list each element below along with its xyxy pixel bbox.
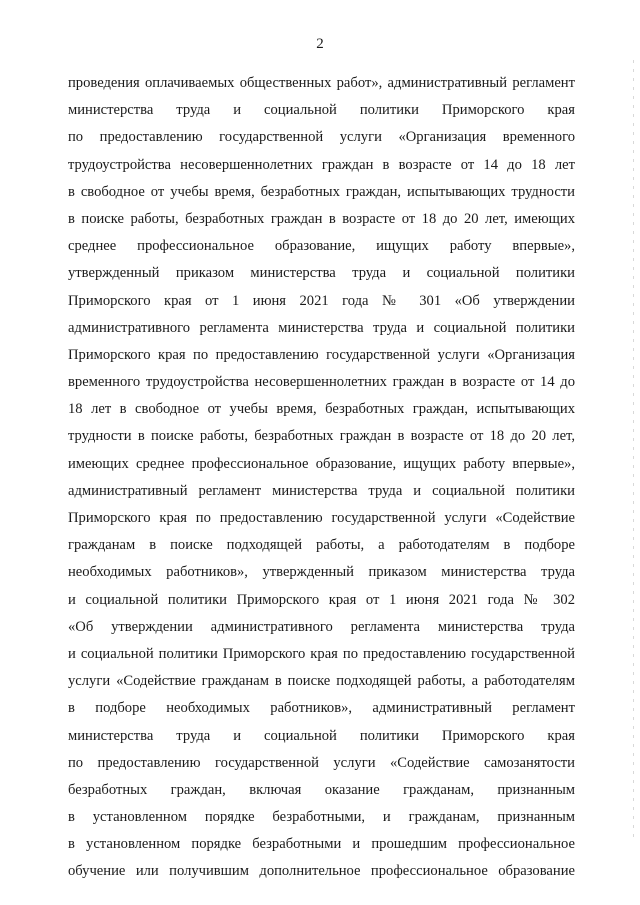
body-line: и социальной политики Приморского края от 1 июня 2021 года № 302 xyxy=(68,591,575,608)
body-line: в свободное от учебы время, безработных граждан, испытывающих трудности xyxy=(68,183,575,200)
document-body xyxy=(68,70,575,886)
body-line: трудности в поиске работы, безработных граждан в возрасте от 18 до 20 лет, xyxy=(68,428,575,445)
page-number: 2 xyxy=(316,36,324,52)
body-line: в поиске работы, безработных граждан в возрасте от 18 до 20 лет, имеющих xyxy=(68,210,575,227)
body-line: Приморского края от 1 июня 2021 года № 301 «Об утверждении xyxy=(68,292,575,309)
body-line: услуги «Содействие гражданам в поиске подходящей работы, а работодателям xyxy=(68,673,575,690)
body-line: по предоставлению государственной услуги «Содействие самозанятости xyxy=(68,754,575,771)
body-line: административный регламент министерства труда и социальной политики xyxy=(68,482,575,499)
body-line: Приморского края по предоставлению государственной услуги «Содействие xyxy=(68,510,575,526)
body-line: 18 лет в свободное от учебы время, безработных граждан, испытывающих xyxy=(68,401,575,418)
body-line: в установленном порядке безработными и прошедшим профессиональное xyxy=(68,836,575,853)
body-line: и социальной политики Приморского края по предоставлению государственной xyxy=(68,645,575,662)
body-line: временного трудоустройства несовершеннолетних граждан в возрасте от 14 до xyxy=(68,374,575,391)
body-line: министерства труда и социальной политики Приморского края xyxy=(68,727,575,744)
body-line: имеющих среднее профессиональное образование, ищущих работу впервые», xyxy=(68,455,575,472)
body-line: в подборе необходимых работников», административный регламент xyxy=(68,700,575,717)
body-line: обучение или получившим дополнительное профессиональное образование xyxy=(68,863,575,880)
body-line: необходимых работников», утвержденный приказом министерства труда xyxy=(68,564,575,581)
body-line: по предоставлению государственной услуги «Организация временного xyxy=(68,129,575,146)
body-line: гражданам в поиске подходящей работы, а работодателям в подборе xyxy=(68,537,575,554)
body-line: в установленном порядке безработными, и гражданам, признанным xyxy=(68,809,575,826)
body-line: трудоустройства несовершеннолетних граждан в возрасте от 14 до 18 лет xyxy=(68,156,575,173)
body-line: безработных граждан, включая оказание гражданам, признанным xyxy=(68,781,575,798)
body-line: «Об утверждении административного регламента министерства труда xyxy=(68,618,575,635)
scan-edge-mark xyxy=(633,60,634,840)
body-line: административного регламента министерства труда и социальной политики xyxy=(68,319,575,336)
body-line: министерства труда и социальной политики Приморского края xyxy=(68,102,575,119)
body-line: проведения оплачиваемых общественных работ», административный регламент xyxy=(68,75,575,91)
body-line: Приморского края по предоставлению государственной услуги «Организация xyxy=(68,346,575,363)
body-line: утвержденный приказом министерства труда и социальной политики xyxy=(68,265,575,282)
body-line: среднее профессиональное образование, ищущих работу впервые», xyxy=(68,238,575,255)
